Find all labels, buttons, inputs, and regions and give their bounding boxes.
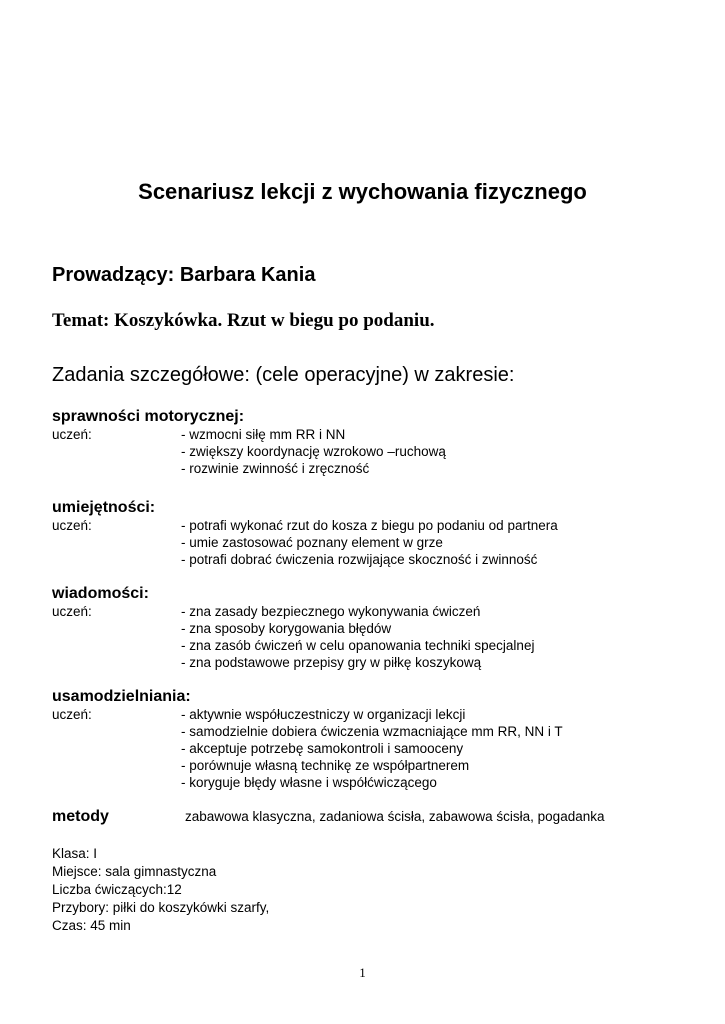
- document-title: Scenariusz lekcji z wychowania fizycznego: [138, 179, 587, 204]
- goal-text: - zna sposoby korygowania błędów: [181, 621, 392, 636]
- info-class: Klasa: I: [52, 846, 98, 861]
- list-item: [52, 774, 692, 791]
- list-item: [52, 443, 692, 460]
- goal-text: - samodzielnie dobiera ćwiczenia wzmacniające mm RR, NN i T: [181, 724, 563, 739]
- goal-text: - potrafi dobrać ćwiczenia rozwijające skoczność i zwinność: [181, 552, 538, 567]
- list-item: [52, 706, 692, 723]
- topic-line: Temat: Koszykówka. Rzut w biegu po podaniu.: [52, 310, 435, 331]
- goal-text: - wzmocni siłę mm RR i NN: [181, 427, 346, 442]
- student-label: uczeń:: [52, 427, 92, 442]
- section-skills: [52, 498, 692, 568]
- list-item: [52, 551, 692, 568]
- student-label: uczeń:: [52, 707, 92, 722]
- methods-row: [52, 808, 604, 826]
- list-item: [52, 637, 692, 654]
- methods-label: metody: [52, 808, 109, 825]
- goal-text: - zna zasób ćwiczeń w celu opanowania techniki specjalnej: [181, 638, 535, 653]
- section-heading: sprawności motorycznej:: [52, 408, 245, 425]
- list-item: [52, 534, 692, 551]
- list-item: [52, 757, 692, 774]
- section-heading: usamodzielniania:: [52, 688, 191, 705]
- info-equipment: Przybory: piłki do koszykówki szarfy,: [52, 900, 270, 915]
- list-item: [52, 740, 692, 757]
- section-heading: wiadomości:: [52, 585, 149, 602]
- list-item: [52, 654, 692, 671]
- student-label: uczeń:: [52, 604, 92, 619]
- info-place: Miejsce: sala gimnastyczna: [52, 864, 217, 879]
- list-item: [52, 426, 692, 443]
- goal-text: - aktywnie współuczestniczy w organizacji lekcji: [181, 707, 466, 722]
- list-item: [52, 603, 692, 620]
- goal-text: - potrafi wykonać rzut do kosza z biegu po podaniu od partnera: [181, 518, 558, 533]
- goal-text: - zna podstawowe przepisy gry w piłkę koszykową: [181, 655, 482, 670]
- goal-text: - akceptuje potrzebę samokontroli i samooceny: [181, 741, 464, 756]
- list-item: [52, 460, 692, 477]
- page-number: 1: [359, 965, 366, 980]
- tasks-heading: Zadania szczegółowe: (cele operacyjne) w zakresie:: [52, 364, 515, 386]
- section-independence: [52, 687, 692, 791]
- goal-text: - umie zastosować poznany element w grze: [181, 535, 443, 550]
- goal-text: - rozwinie zwinność i zręczność: [181, 461, 370, 476]
- list-item: [52, 620, 692, 637]
- section-motor-skills: [52, 407, 692, 477]
- author-line: Prowadzący: Barbara Kania: [52, 264, 316, 286]
- goal-text: - porównuje własną technikę ze współpartnerem: [181, 758, 470, 773]
- info-participants: Liczba ćwiczących:12: [52, 882, 182, 897]
- goal-text: - koryguje błędy własne i współćwiczącego: [181, 775, 437, 790]
- section-knowledge: [52, 584, 692, 671]
- list-item: [52, 723, 692, 740]
- student-label: uczeń:: [52, 518, 92, 533]
- lesson-info: [52, 845, 269, 935]
- list-item: [52, 517, 692, 534]
- goal-text: - zna zasady bezpiecznego wykonywania ćwiczeń: [181, 604, 481, 619]
- goal-text: - zwiększy koordynację wzrokowo –ruchową: [181, 444, 446, 459]
- methods-value: zabawowa klasyczna, zadaniowa ścisła, zabawowa ścisła, pogadanka: [185, 809, 605, 824]
- section-heading: umiejętności:: [52, 499, 156, 516]
- info-time: Czas: 45 min: [52, 918, 131, 933]
